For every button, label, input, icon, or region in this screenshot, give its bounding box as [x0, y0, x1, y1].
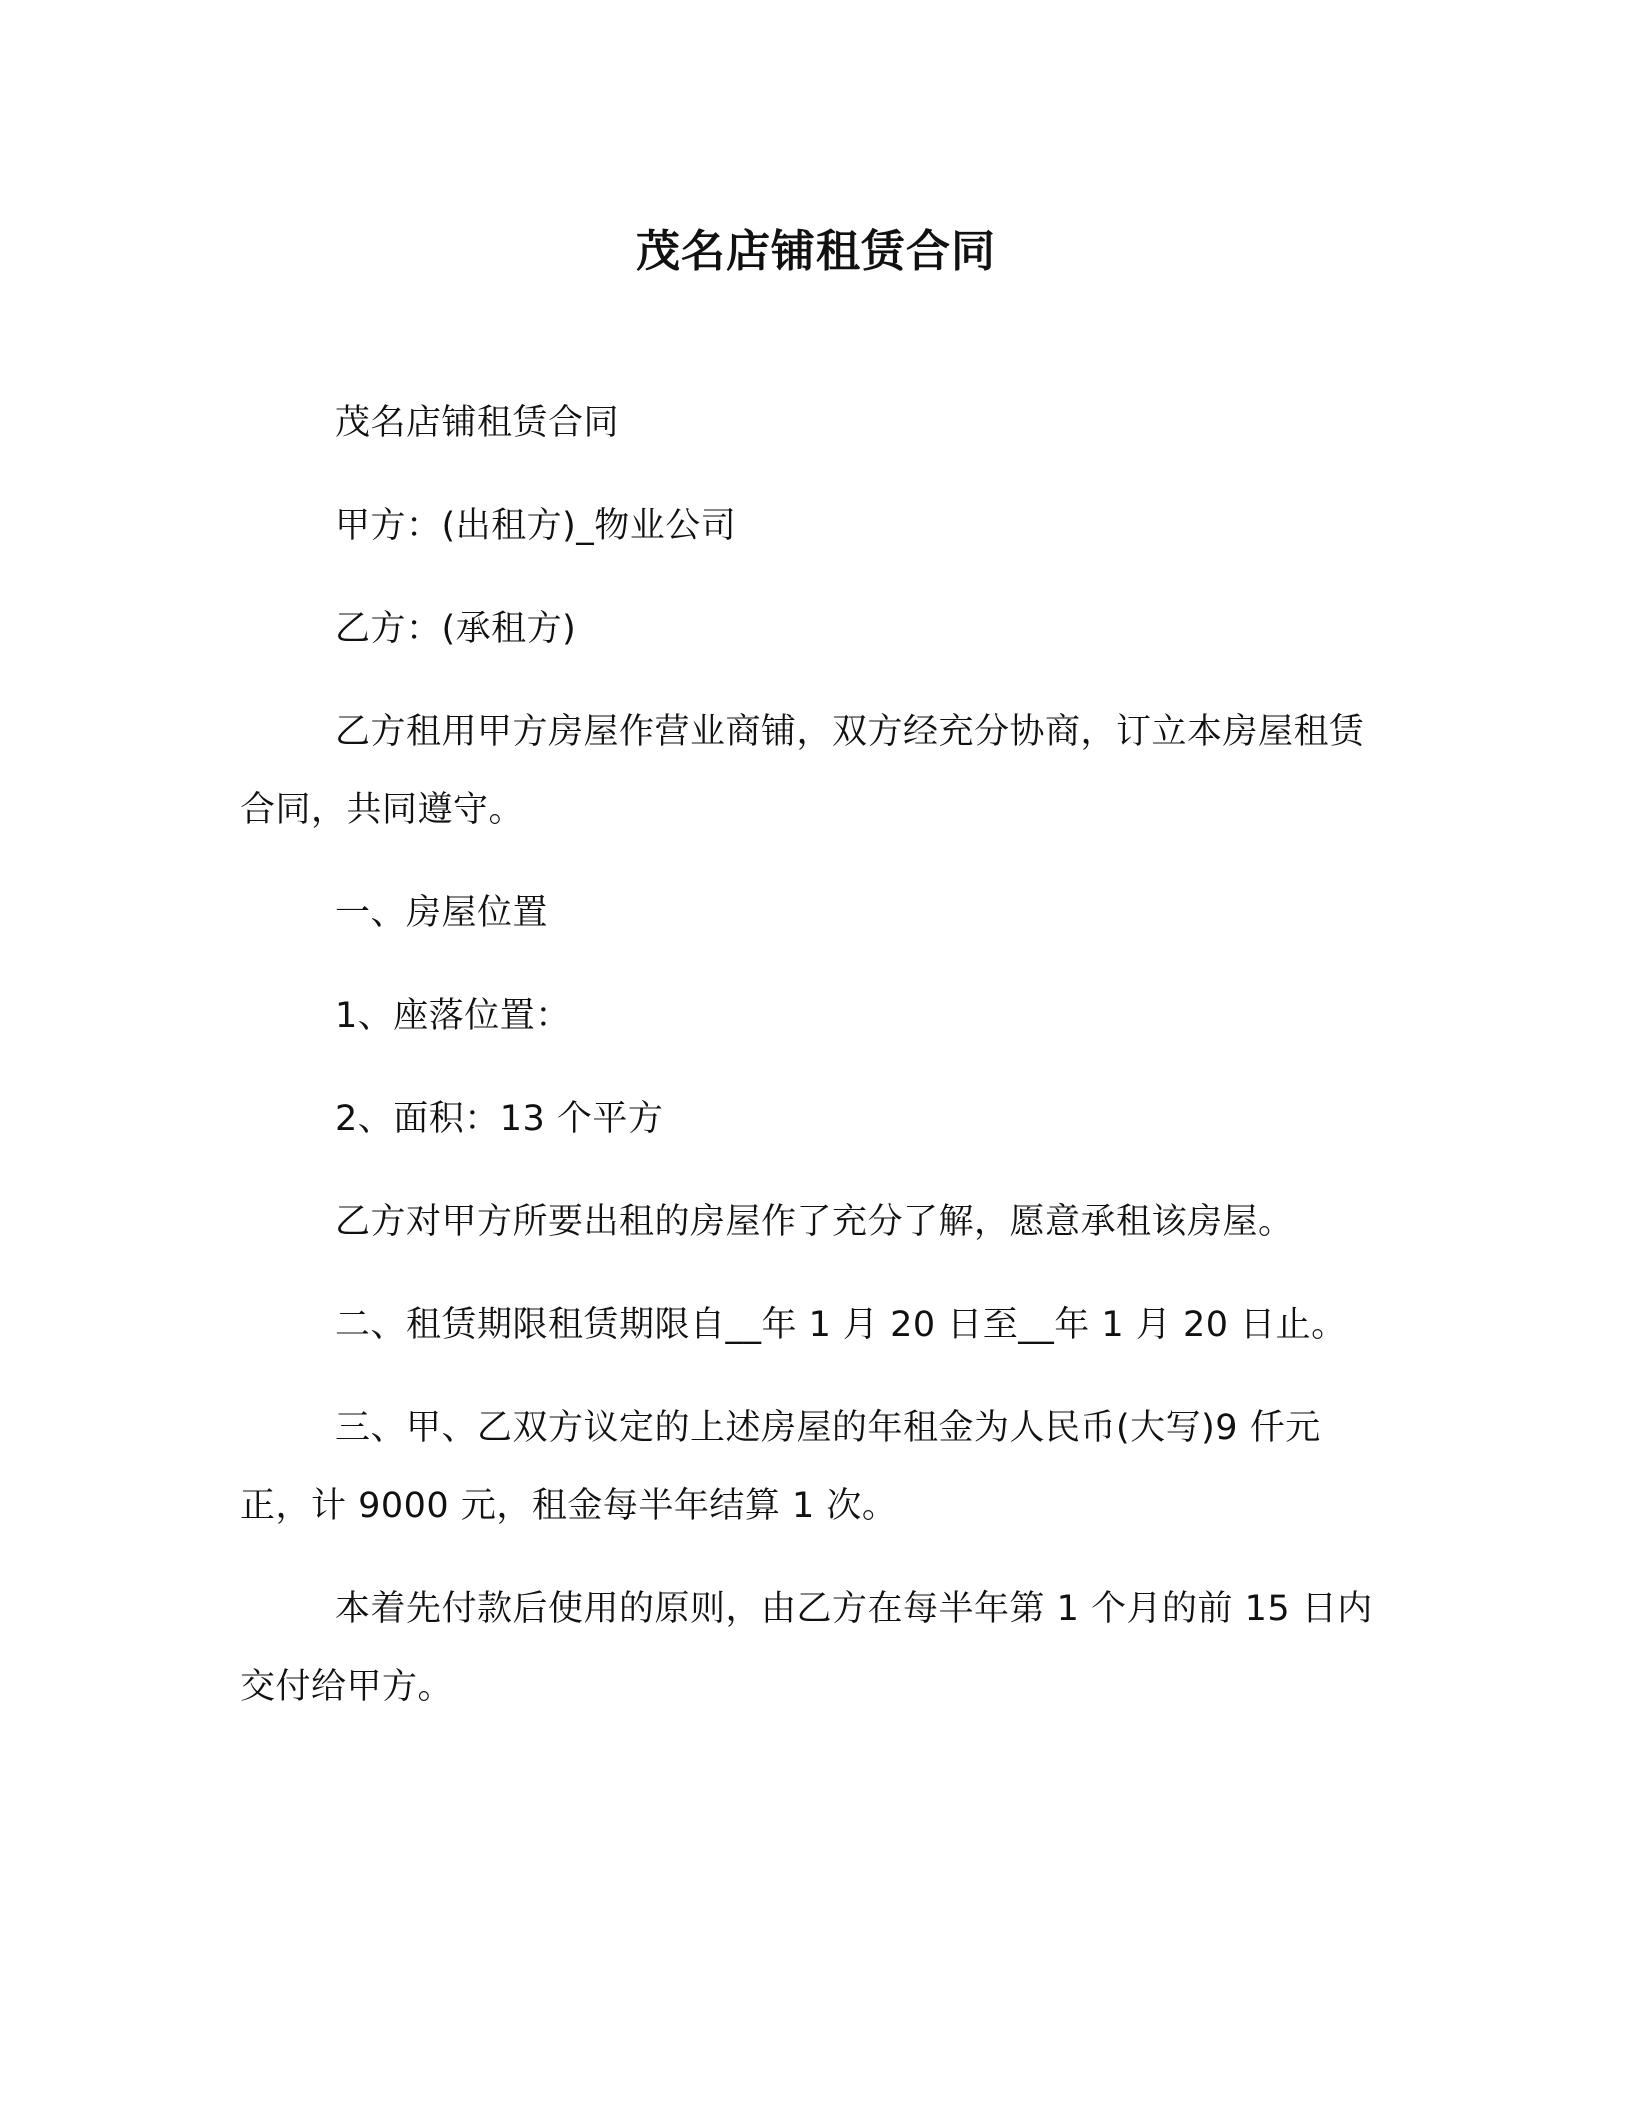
- paragraph-party-a: 甲方：(出租方)_物业公司: [335, 506, 737, 546]
- document-title: 茂名店铺租赁合同: [636, 226, 996, 277]
- paragraph-party-b: 乙方：(承租方): [335, 609, 577, 649]
- paragraph-payment: 本着先付款后使用的原则，由乙方在每半年第 1 个月的前 15 日内交付给甲方。: [240, 1589, 1373, 1707]
- paragraph-section-1: 一、房屋位置: [335, 893, 549, 933]
- paragraph-section-2: 二、租赁期限租赁期限自__年 1 月 20 日至__年 1 月 20 日止。: [335, 1305, 1347, 1345]
- paragraph-area: 2、面积：13 个平方: [335, 1099, 664, 1139]
- paragraph-location: 1、座落位置：: [335, 996, 571, 1036]
- paragraph-intro: 乙方租用甲方房屋作营业商铺，双方经充分协商，订立本房屋租赁合同，共同遵守。: [240, 712, 1365, 830]
- paragraph-subtitle: 茂名店铺租赁合同: [335, 403, 620, 443]
- paragraph-section-3: 三、甲、乙双方议定的上述房屋的年租金为人民币(大写)9 仟元正，计 9000 元，租金每半年结算 1 次。: [240, 1408, 1321, 1526]
- paragraph-acknowledgement: 乙方对甲方所要出租的房屋作了充分了解，愿意承租该房屋。: [335, 1202, 1294, 1242]
